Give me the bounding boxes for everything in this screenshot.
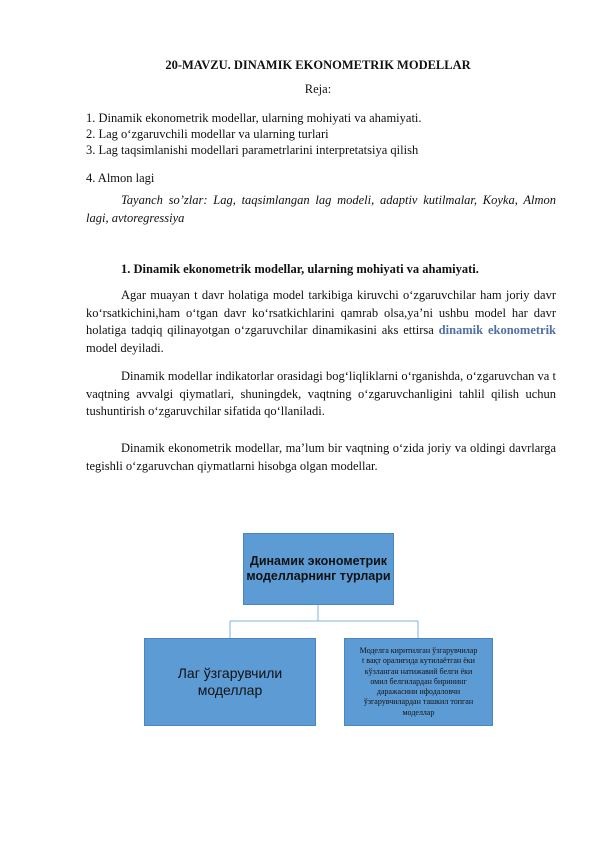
plan-item-4: 4. Almon lagi	[86, 171, 155, 185]
plan-label: Reja:	[304, 82, 332, 96]
plan-item-1: 1. Dinamik ekonometrik modellar, ularning mohiyati va ahamiyati.	[86, 111, 422, 125]
diagram-root-box	[243, 533, 394, 605]
diagram-left-box	[144, 638, 316, 726]
section-heading: 1. Dinamik ekonometrik modellar, ularning mohiyati va ahamiyati.	[121, 262, 479, 276]
plan-item-2: 2. Lag o‘zgaruvchili modellar va ularning turlari	[86, 127, 329, 141]
diagram-right-label: Моделга киритилган ўзгарувчилар t вақт оралиғида кутилаётган ёки кўзланган натижавий белги ёки омил белгилардан бирининг даражасини ифодаловчи ўзгарувчилардан ташкил топган моделлар	[359, 645, 478, 717]
diagram-left-label: Лаг ўзгарувчили моделлар	[177, 665, 283, 698]
paragraph-text: Agar muayan t davr holatiga model tarkibiga kiruvchi o‘zgaruvchilar ham joriy davr ko‘rsatkichini,ham o‘tgan davr ko‘rsatkichlarini qamrab olsa,ya’ni ushbu model har davr holatiga tadqiq qilinayotgan o‘zgaruvchilar dinamikasini aks ettirsa	[86, 288, 556, 338]
body-paragraph-3: Dinamik ekonometrik modellar, ma’lum bir vaqtning o‘zida joriy va oldingi davrlarga tegishli o‘zgaruvchan qiymatlarni hisobga olgan modellar.	[86, 441, 556, 473]
diagram-right-box	[344, 638, 493, 726]
paragraph-text: model deyiladi.	[86, 340, 164, 355]
keywords-paragraph: Tayanch so’zlar: Lag, taqsimlangan lag modeli, adaptiv kutilmalar, Koyka, Almon lagi, avtoregressiya	[86, 193, 556, 225]
body-paragraph-2: Dinamik modellar indikatorlar orasidagi bog‘liqliklarni o‘rganishda, o‘zgaruvchan va t vaqtning avvalgi qiymatlari, shuningdek, vaqtning o‘zgaruvchanligini tahlil qilish uchun tushuntirish o‘zgaruvchilar sifatida qo‘llaniladi.	[86, 369, 556, 419]
highlighted-term: dinamik ekonometrik	[438, 323, 557, 338]
plan-item-3: 3. Lag taqsimlanishi modellari parametrlarini interpretatsiya qilish	[86, 143, 419, 157]
diagram-root-label: Динамик эконометрик моделларнинг турлари	[246, 554, 391, 583]
page-title: 20-MAVZU. DINAMIK EKONOMETRIK MODELLAR	[165, 58, 471, 72]
